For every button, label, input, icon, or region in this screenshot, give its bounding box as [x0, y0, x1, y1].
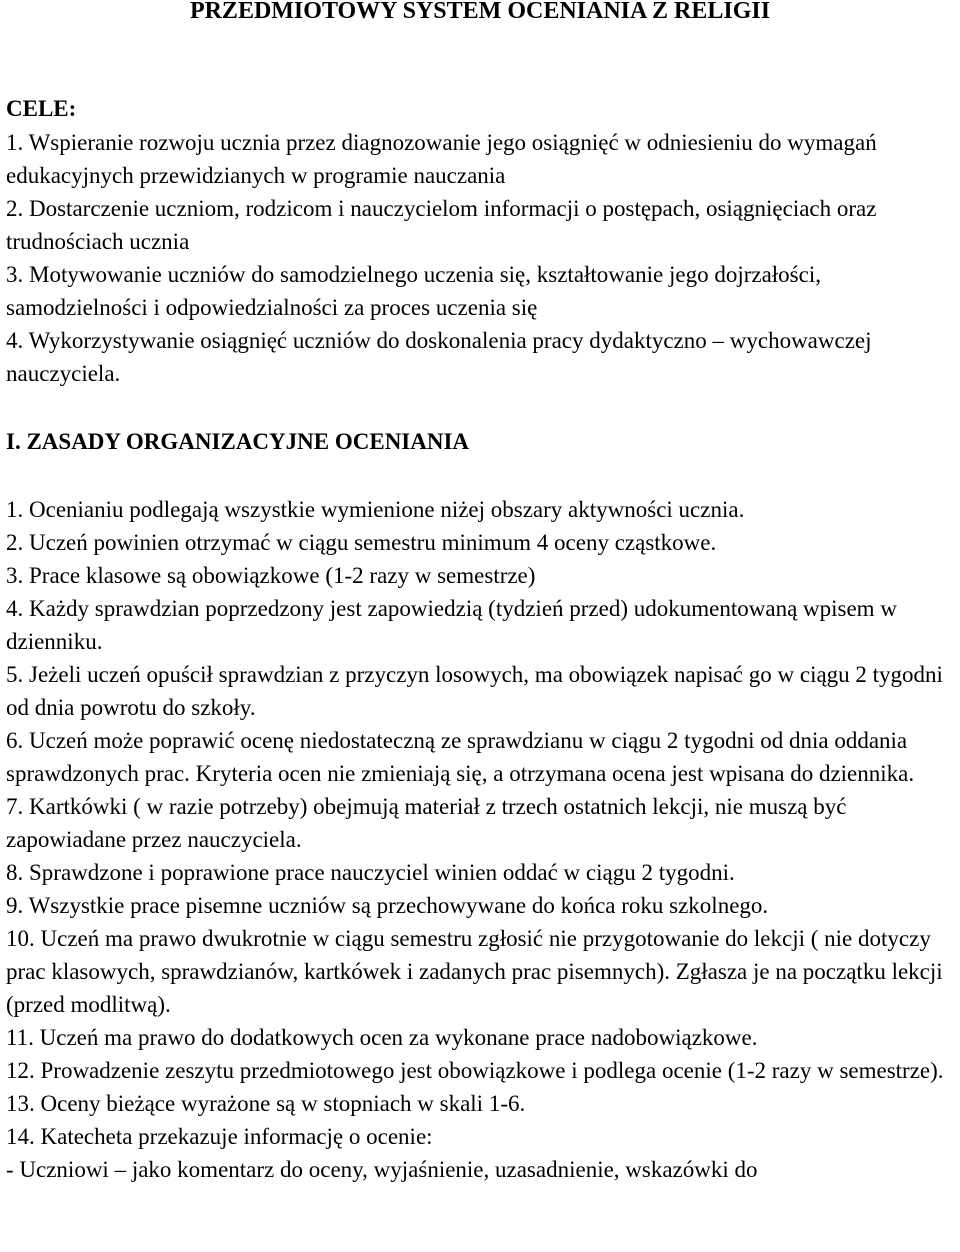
rule-item-4: 4. Każdy sprawdzian poprzedzony jest zapowiedzią (tydzień przed) udokumentowaną wpisem w dzienniku. [6, 596, 897, 654]
rule-item-10: 10. Uczeń ma prawo dwukrotnie w ciągu semestru zgłosić nie przygotowanie do lekcji ( nie dotyczy prac klasowych, sprawdzianów, kartkówek i zadanych prac pisemnych). Zgłasza je na początku lekcji (przed modlitwą). [6, 926, 943, 1017]
rule-item-6: 6. Uczeń może poprawić ocenę niedostateczną ze sprawdzianu w ciągu 2 tygodni od dnia oddania sprawdzonych prac. Kryteria ocen nie zmieniają się, a otrzymana ocena jest wpisana do dziennika. [6, 728, 915, 786]
rule-item-9: 9. Wszystkie prace pisemne uczniów są przechowywane do końca roku szkolnego. [6, 893, 769, 918]
goal-item-2: 2. Dostarczenie uczniom, rodzicom i nauczycielom informacji o postępach, osiągnięciach oraz trudnościach ucznia [6, 196, 877, 254]
goal-item-4: 4. Wykorzystywanie osiągnięć uczniów do doskonalenia pracy dydaktyczno – wychowawczej nauczyciela. [6, 328, 872, 386]
rule-item-11: 11. Uczeń ma prawo do dodatkowych ocen za wykonane prace nadobowiązkowe. [6, 1025, 758, 1050]
rule-item-14: 14. Katecheta przekazuje informację o ocenie: [6, 1124, 433, 1149]
goal-item-3: 3. Motywowanie uczniów do samodzielnego uczenia się, kształtowanie jego dojrzałości, samodzielności i odpowiedzialności za proces uczenia się [6, 262, 821, 320]
rule-item-3: 3. Prace klasowe są obowiązkowe (1-2 razy w semestrze) [6, 563, 536, 588]
rule-item-2: 2. Uczeń powinien otrzymać w ciągu semestru minimum 4 oceny cząstkowe. [6, 530, 717, 555]
document-title: PRZEDMIOTOWY SYSTEM OCENIANIA Z RELIGII [189, 0, 771, 24]
goals-list [6, 126, 958, 390]
rule-item-5: 5. Jeżeli uczeń opuścił sprawdzian z przyczyn losowych, ma obowiązek napisać go w ciągu 2 tygodni od dnia powrotu do szkoły. [6, 662, 943, 720]
goals-heading: CELE: [6, 96, 77, 121]
rule-item-1: 1. Ocenianiu podlegają wszystkie wymienione niżej obszary aktywności ucznia. [6, 497, 745, 522]
goal-item-1: 1. Wspieranie rozwoju ucznia przez diagnozowanie jego osiągnięć w odniesieniu do wymagań edukacyjnych przewidzianych w programie nauczania [6, 130, 877, 188]
rules-heading: I. ZASADY ORGANIZACYJNE OCENIANIA [6, 429, 470, 454]
rules-list [6, 493, 958, 1186]
rule-item-12: 12. Prowadzenie zeszytu przedmiotowego jest obowiązkowe i podlega ocenie (1-2 razy w semestrze). [6, 1058, 944, 1083]
rule-item-8: 8. Sprawdzone i poprawione prace nauczyciel winien oddać w ciągu 2 tygodni. [6, 860, 735, 885]
rule-item-13: 13. Oceny bieżące wyrażone są w stopniach w skali 1-6. [6, 1091, 526, 1116]
rule-item-7: 7. Kartkówki ( w razie potrzeby) obejmują materiał z trzech ostatnich lekcji, nie muszą być zapowiadane przez nauczyciela. [6, 794, 847, 852]
rule-subitem-student: - Uczniowi – jako komentarz do oceny, wyjaśnienie, uzasadnienie, wskazówki do [6, 1157, 758, 1182]
